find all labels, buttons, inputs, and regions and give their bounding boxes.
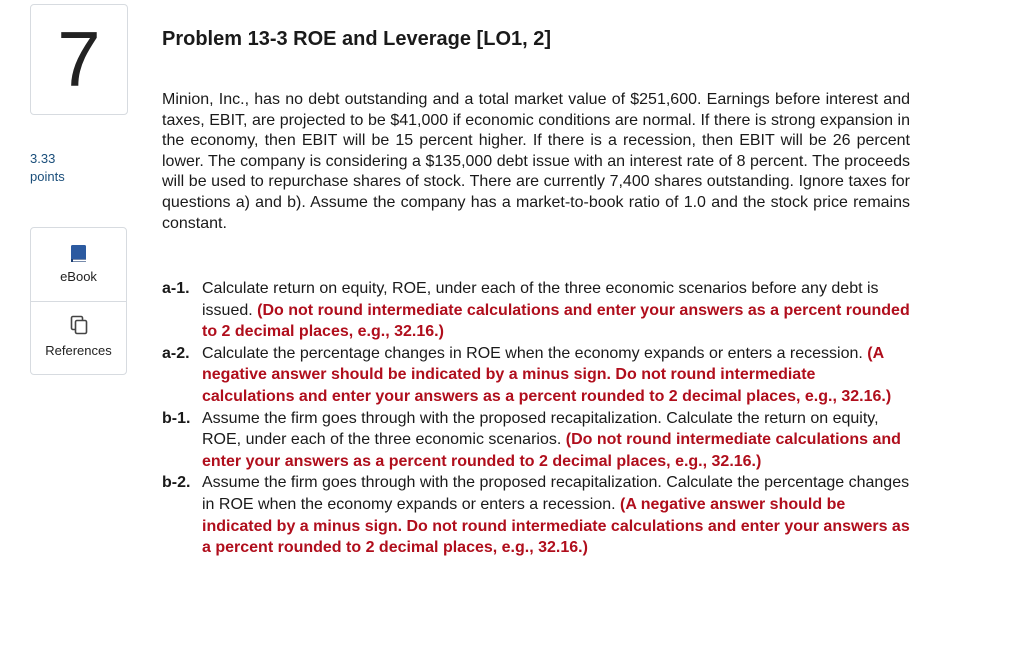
part-label: b-1. (162, 409, 191, 427)
part-text: Calculate the percentage changes in ROE when the economy expands or enters a recession. (202, 344, 868, 362)
part-b1 (162, 408, 910, 473)
points-value: 3.33 (30, 151, 56, 166)
points-label: points (30, 169, 65, 184)
part-a1 (162, 278, 910, 343)
book-icon (70, 244, 88, 267)
part-text: Calculate return on equity, ROE, under each of the three economic scenarios before any debt is issued. (202, 280, 879, 319)
part-text: Assume the firm goes through with the proposed recapitalization. Calculate the percentage changes in ROE when the economy expands or enters a recession. (202, 474, 910, 513)
part-label: a-1. (162, 280, 190, 297)
references-icon (70, 315, 88, 338)
question-parts (162, 278, 910, 559)
part-label: b-2. (162, 474, 191, 492)
part-instruction: (A negative answer should be indicated by a minus sign. Do not round intermediate calculations and enter your answers as a percent rounded to 2 decimal places, e.g., 32.16.) (202, 495, 910, 557)
part-instruction: (Do not round intermediate calculations and enter your answers as a percent rounded to 2 decimal places, e.g., 32.16.) (202, 301, 910, 341)
part-a2 (162, 343, 910, 408)
part-instruction: (A negative answer should be indicated by a minus sign. Do not round intermediate calculations and enter your answers as a percent rounded to 2 decimal places, e.g., 32.16.) (202, 344, 892, 405)
problem-title: Problem 13-3 ROE and Leverage [LO1, 2] (162, 28, 552, 50)
ebook-label: eBook (60, 269, 97, 284)
points-block (30, 150, 65, 186)
problem-intro: Minion, Inc., has no debt outstanding and a total market value of $251,600. Earnings before interest and taxes, EBIT, are projected to be $41,000 if economic conditions are normal. If there is strong expansion in the economy, then EBIT will be 15 percent higher. If there is a recession, then EBIT will be 26 percent lower. The company is considering a $135,000 debt issue with an interest rate of 8 percent. The proceeds will be used to repurchase shares of stock. There are currently 7,400 shares outstanding. Ignore taxes for questions a) and b). Assume the company has a market-to-book ratio of 1.0 and the stock price remains constant. (162, 91, 910, 232)
part-label: a-2. (162, 344, 190, 362)
tools-panel (30, 227, 127, 375)
ebook-button[interactable] (31, 228, 126, 302)
part-b2 (162, 472, 910, 558)
part-instruction: (Do not round intermediate calculations and enter your answers as a percent rounded to 2 decimal places, e.g., 32.16.) (202, 431, 901, 470)
references-button[interactable] (31, 302, 126, 374)
part-text: Assume the firm goes through with the proposed recapitalization. Calculate the return on equity, ROE, under each of the three economic scenarios. (202, 409, 879, 449)
references-label: References (45, 343, 112, 358)
question-number: 7 (30, 4, 128, 115)
